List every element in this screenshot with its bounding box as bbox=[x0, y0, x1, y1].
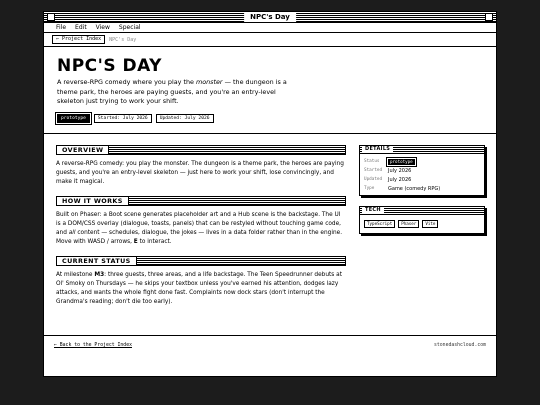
interact-key: E bbox=[133, 239, 138, 245]
menu-bar bbox=[44, 23, 496, 33]
tech-chip-typescript: TypeScript bbox=[364, 220, 395, 228]
overview-heading bbox=[56, 145, 346, 155]
hero bbox=[44, 47, 496, 134]
status-badge: prototype bbox=[57, 114, 90, 123]
how-it-works-heading bbox=[56, 196, 346, 206]
detail-key: Started bbox=[364, 168, 383, 173]
current-status-text bbox=[56, 271, 346, 307]
detail-key: Updated bbox=[364, 177, 383, 182]
detail-value: Game (comedy RPG) bbox=[388, 185, 441, 192]
status-text-2: : three guests, three areas, and a life backstage. The Teen Speedrunner debuts at Ol' Smoky on Thursdays — he skips your textbox unless you've earned his attention, dodges lazy attacks, and wants the whole fight done fast. Complaints now dock stars (don't interrupt the Grandma's reading; don't die too early). bbox=[56, 272, 342, 305]
tech-chip-vite: Vite bbox=[422, 220, 438, 228]
how-text-3: to interact. bbox=[137, 239, 172, 245]
current-status-heading bbox=[56, 256, 346, 266]
title-bar[interactable] bbox=[44, 12, 496, 23]
menu-view[interactable]: View bbox=[95, 24, 110, 31]
page-title: NPC'S DAY bbox=[57, 56, 162, 76]
tech-panel bbox=[359, 206, 485, 234]
details-list bbox=[360, 154, 484, 195]
menu-special[interactable]: Special bbox=[118, 24, 141, 31]
breadcrumb bbox=[44, 33, 496, 47]
status-text-1: At milestone bbox=[56, 272, 95, 278]
footer bbox=[44, 335, 496, 354]
milestone-label: M3 bbox=[94, 272, 105, 278]
detail-key: Status bbox=[364, 159, 380, 164]
how-it-works-heading-label: HOW IT WORKS bbox=[57, 197, 129, 205]
details-panel bbox=[359, 145, 485, 196]
tech-list bbox=[360, 215, 484, 233]
how-text-1: Built on Phaser: a Boot scene generates placeholder art and a Hub scene is the backstage. The UI is a DOM/CSS overlay (dialogue, toasts, panels) that can be restyled without touching game code, and bbox=[56, 212, 342, 236]
hero-desc-text-end: — the dungeon is a theme park, the heroes are paying guests, and you're an entry-level skeleton just trying to work your shift. bbox=[57, 78, 287, 106]
breadcrumb-current: NPC's Day bbox=[109, 36, 137, 43]
started-tag: Started: July 2026 bbox=[94, 114, 152, 123]
detail-row bbox=[364, 166, 480, 175]
detail-status-badge: prototype bbox=[390, 158, 413, 164]
detail-row bbox=[364, 175, 480, 184]
sidebar bbox=[359, 145, 485, 244]
hero-tags bbox=[57, 114, 496, 123]
main-column bbox=[56, 145, 346, 316]
detail-row bbox=[364, 157, 480, 166]
close-box-icon[interactable] bbox=[47, 13, 55, 21]
tech-chip-phaser: Phaser bbox=[398, 220, 419, 228]
details-panel-header bbox=[360, 146, 484, 154]
hero-description bbox=[57, 78, 295, 107]
app-window bbox=[43, 11, 497, 377]
content-area bbox=[44, 134, 496, 354]
overview-heading-label: OVERVIEW bbox=[57, 146, 109, 154]
how-it-works-text bbox=[56, 211, 346, 247]
current-status-heading-label: CURRENT STATUS bbox=[57, 257, 137, 265]
detail-row bbox=[364, 184, 480, 193]
back-to-index-link[interactable]: ← Back to the Project Index bbox=[54, 342, 132, 348]
hero-desc-text: A reverse-RPG comedy where you play the bbox=[57, 78, 196, 86]
hero-desc-emphasis: monster bbox=[195, 78, 223, 86]
details-panel-title: DETAILS bbox=[362, 146, 393, 153]
menu-file[interactable]: File bbox=[56, 24, 67, 31]
tech-panel-title: TECH bbox=[362, 207, 384, 214]
how-text-2: content — schedules, dialogue, the jokes — lives in a data folder rather than in the engine. Move with WASD / arrows, bbox=[56, 230, 343, 245]
detail-value: July 2026 bbox=[388, 176, 412, 183]
overview-text: A reverse-RPG comedy: you play the monster. The dungeon is a theme park, the heroes are paying guests, and you're an entry-level skeleton — just here to work your shift, lose convincingly, and make it magical. bbox=[56, 161, 344, 185]
how-text-emphasis: all bbox=[68, 230, 76, 236]
detail-value: July 2026 bbox=[388, 167, 412, 174]
menu-edit[interactable]: Edit bbox=[75, 24, 87, 31]
tech-panel-header bbox=[360, 207, 484, 215]
zoom-box-icon[interactable] bbox=[485, 13, 493, 21]
site-name: stonedashcloud.com bbox=[434, 342, 486, 348]
window-title: NPC's Day bbox=[244, 12, 296, 22]
detail-key: Type bbox=[364, 186, 375, 191]
updated-tag: Updated: July 2026 bbox=[156, 114, 214, 123]
breadcrumb-project-index-link[interactable]: ← Project Index bbox=[52, 35, 105, 44]
